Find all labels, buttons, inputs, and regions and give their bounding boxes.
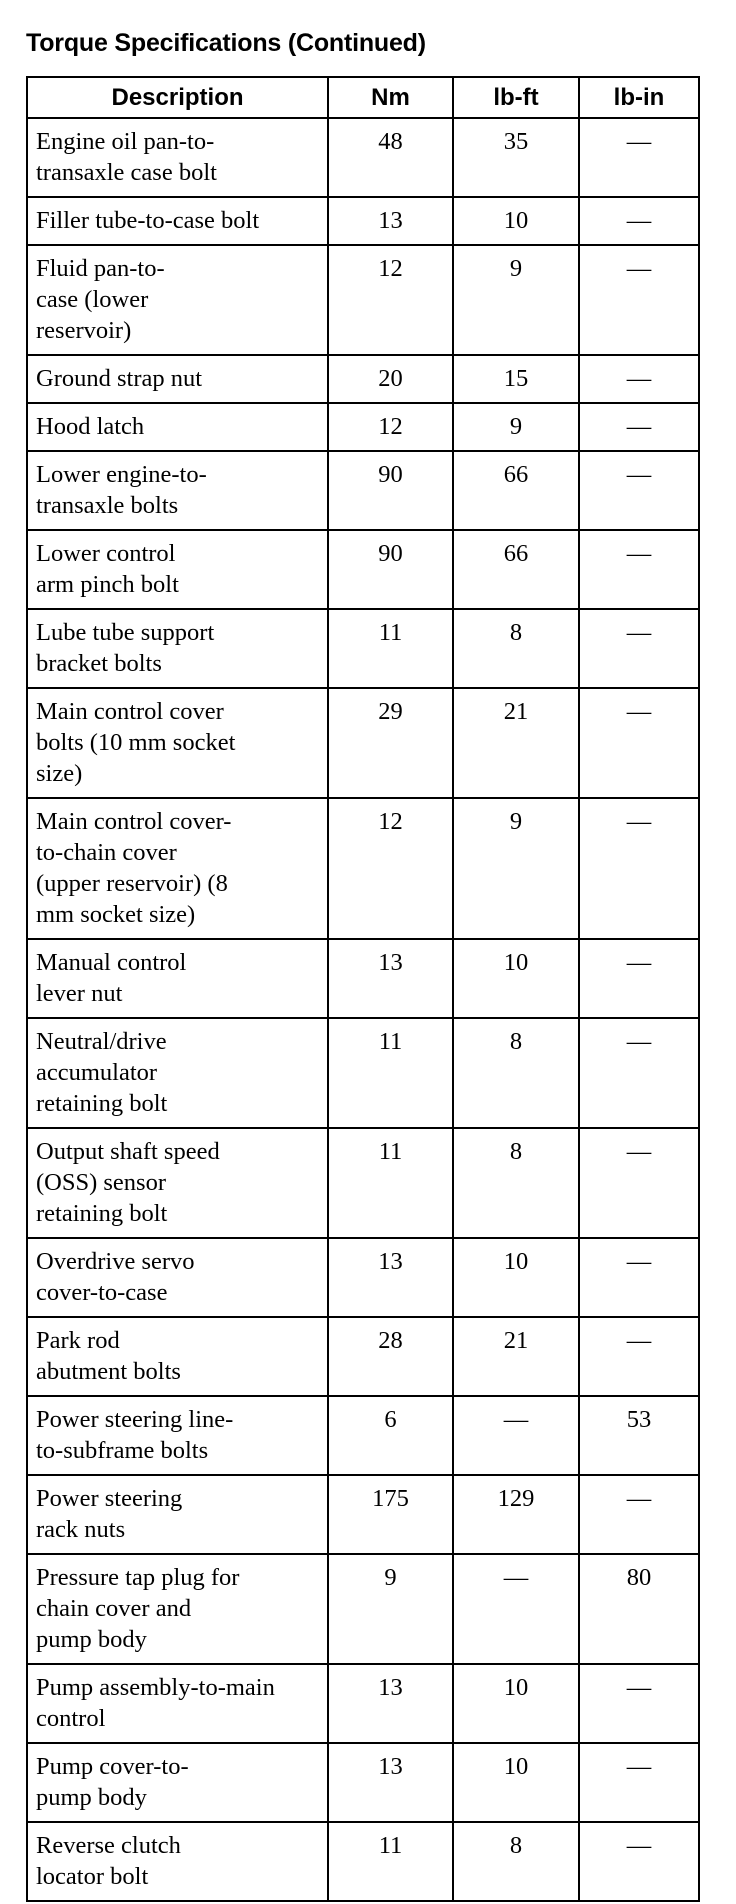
table-row bbox=[27, 245, 699, 355]
description-text: Pump cover-to-pump body bbox=[36, 1753, 189, 1811]
cell-lbin: — bbox=[579, 355, 699, 403]
description-text: Lube tube support bracket bolts bbox=[36, 619, 215, 677]
cell-description bbox=[27, 197, 328, 245]
description-text: Filler tube-to-case bolt bbox=[36, 207, 260, 234]
description-text: Main control cover-to-chain cover (upper reservoir) (8 mm socket size) bbox=[36, 808, 232, 928]
cell-description bbox=[27, 688, 328, 798]
table-row bbox=[27, 1554, 699, 1664]
table-row bbox=[27, 530, 699, 609]
cell-nm: 13 bbox=[328, 1664, 453, 1743]
cell-nm: 175 bbox=[328, 1475, 453, 1554]
column-header-nm: Nm bbox=[328, 77, 453, 118]
table-row bbox=[27, 355, 699, 403]
cell-lbin: — bbox=[579, 1664, 699, 1743]
cell-description bbox=[27, 609, 328, 688]
cell-lbft: 35 bbox=[453, 118, 579, 197]
description-text: Neutral/drive accumulator retaining bolt bbox=[36, 1028, 168, 1117]
cell-description bbox=[27, 1128, 328, 1238]
cell-description bbox=[27, 1317, 328, 1396]
cell-nm: 28 bbox=[328, 1317, 453, 1396]
cell-lbin: — bbox=[579, 939, 699, 1018]
cell-lbft: 21 bbox=[453, 688, 579, 798]
table-row bbox=[27, 1822, 699, 1901]
torque-spec-table bbox=[26, 76, 700, 1902]
cell-nm: 9 bbox=[328, 1554, 453, 1664]
cell-lbft: 9 bbox=[453, 798, 579, 939]
cell-nm: 13 bbox=[328, 1238, 453, 1317]
cell-lbin: — bbox=[579, 1743, 699, 1822]
cell-nm: 20 bbox=[328, 355, 453, 403]
cell-nm: 90 bbox=[328, 530, 453, 609]
cell-lbin: — bbox=[579, 798, 699, 939]
cell-description bbox=[27, 1396, 328, 1475]
cell-description bbox=[27, 1743, 328, 1822]
cell-lbin: 80 bbox=[579, 1554, 699, 1664]
cell-nm: 11 bbox=[328, 1822, 453, 1901]
table-header-row bbox=[27, 77, 699, 118]
cell-description bbox=[27, 530, 328, 609]
cell-nm: 29 bbox=[328, 688, 453, 798]
cell-description bbox=[27, 403, 328, 451]
cell-description bbox=[27, 1554, 328, 1664]
description-text: Lower engine-to-transaxle bolts bbox=[36, 461, 207, 519]
description-text: Reverse clutch locator bolt bbox=[36, 1832, 181, 1890]
cell-nm: 13 bbox=[328, 939, 453, 1018]
cell-description bbox=[27, 939, 328, 1018]
description-text: Pump assembly-to-main control bbox=[36, 1674, 275, 1732]
cell-nm: 12 bbox=[328, 403, 453, 451]
cell-lbft: — bbox=[453, 1554, 579, 1664]
cell-lbin: — bbox=[579, 245, 699, 355]
cell-nm: 11 bbox=[328, 609, 453, 688]
cell-nm: 48 bbox=[328, 118, 453, 197]
description-text: Main control cover bolts (10 mm socket size) bbox=[36, 698, 236, 787]
cell-lbin: — bbox=[579, 688, 699, 798]
description-text: Overdrive servo cover-to-case bbox=[36, 1248, 195, 1306]
cell-description bbox=[27, 355, 328, 403]
table-row bbox=[27, 1664, 699, 1743]
table-row bbox=[27, 609, 699, 688]
description-text: Lower control arm pinch bolt bbox=[36, 540, 179, 598]
cell-nm: 11 bbox=[328, 1128, 453, 1238]
table-row bbox=[27, 1743, 699, 1822]
cell-nm: 90 bbox=[328, 451, 453, 530]
table-row bbox=[27, 939, 699, 1018]
cell-lbft: 9 bbox=[453, 245, 579, 355]
cell-lbft: 8 bbox=[453, 1018, 579, 1128]
table-row bbox=[27, 1475, 699, 1554]
cell-lbin: — bbox=[579, 403, 699, 451]
column-header-description: Description bbox=[27, 77, 328, 118]
cell-description bbox=[27, 1238, 328, 1317]
cell-lbft: 15 bbox=[453, 355, 579, 403]
cell-description bbox=[27, 798, 328, 939]
cell-lbin: — bbox=[579, 530, 699, 609]
table-row bbox=[27, 403, 699, 451]
cell-description bbox=[27, 1822, 328, 1901]
table-row bbox=[27, 451, 699, 530]
cell-nm: 13 bbox=[328, 1743, 453, 1822]
cell-lbft: 8 bbox=[453, 1822, 579, 1901]
description-text: Power steering line-to-subframe bolts bbox=[36, 1406, 234, 1464]
cell-lbin: — bbox=[579, 1475, 699, 1554]
cell-lbft: 8 bbox=[453, 609, 579, 688]
table-row bbox=[27, 197, 699, 245]
cell-lbft: 9 bbox=[453, 403, 579, 451]
cell-lbin: — bbox=[579, 451, 699, 530]
table-row bbox=[27, 798, 699, 939]
cell-lbft: 10 bbox=[453, 197, 579, 245]
cell-description bbox=[27, 245, 328, 355]
table-row bbox=[27, 118, 699, 197]
description-text: Pressure tap plug for chain cover and pump body bbox=[36, 1564, 240, 1653]
cell-lbft: 10 bbox=[453, 1238, 579, 1317]
table-row bbox=[27, 1128, 699, 1238]
cell-description bbox=[27, 118, 328, 197]
cell-lbft: 129 bbox=[453, 1475, 579, 1554]
cell-description bbox=[27, 1018, 328, 1128]
description-text: Power steering rack nuts bbox=[36, 1485, 183, 1543]
page-title: Torque Specifications (Continued) bbox=[26, 29, 426, 57]
cell-lbft: 10 bbox=[453, 939, 579, 1018]
description-text: Engine oil pan-to-transaxle case bolt bbox=[36, 128, 217, 186]
cell-nm: 12 bbox=[328, 798, 453, 939]
cell-lbin: — bbox=[579, 1822, 699, 1901]
description-text: Manual control lever nut bbox=[36, 949, 187, 1007]
cell-lbft: 10 bbox=[453, 1664, 579, 1743]
cell-nm: 12 bbox=[328, 245, 453, 355]
cell-description bbox=[27, 1475, 328, 1554]
cell-lbft: 66 bbox=[453, 530, 579, 609]
cell-lbft: — bbox=[453, 1396, 579, 1475]
cell-nm: 11 bbox=[328, 1018, 453, 1128]
description-text: Ground strap nut bbox=[36, 365, 203, 392]
cell-lbft: 66 bbox=[453, 451, 579, 530]
cell-lbin: — bbox=[579, 1238, 699, 1317]
table-row bbox=[27, 688, 699, 798]
cell-lbin: — bbox=[579, 197, 699, 245]
cell-lbin: — bbox=[579, 118, 699, 197]
table-row bbox=[27, 1396, 699, 1475]
cell-lbin: — bbox=[579, 1317, 699, 1396]
cell-lbin: — bbox=[579, 1018, 699, 1128]
description-text: Hood latch bbox=[36, 413, 145, 440]
cell-lbft: 21 bbox=[453, 1317, 579, 1396]
description-text: Output shaft speed (OSS) sensor retaining bolt bbox=[36, 1138, 220, 1227]
column-header-lbft: lb-ft bbox=[453, 77, 579, 118]
table-row bbox=[27, 1317, 699, 1396]
cell-lbin: 53 bbox=[579, 1396, 699, 1475]
cell-description bbox=[27, 1664, 328, 1743]
description-text: Fluid pan-to-case (lower reservoir) bbox=[36, 255, 165, 344]
table-row bbox=[27, 1018, 699, 1128]
column-header-lbin: lb-in bbox=[579, 77, 699, 118]
cell-lbin: — bbox=[579, 609, 699, 688]
table-row bbox=[27, 1238, 699, 1317]
description-text: Park rod abutment bolts bbox=[36, 1327, 181, 1385]
cell-lbft: 10 bbox=[453, 1743, 579, 1822]
cell-lbin: — bbox=[579, 1128, 699, 1238]
cell-nm: 6 bbox=[328, 1396, 453, 1475]
cell-lbft: 8 bbox=[453, 1128, 579, 1238]
cell-nm: 13 bbox=[328, 197, 453, 245]
cell-description bbox=[27, 451, 328, 530]
